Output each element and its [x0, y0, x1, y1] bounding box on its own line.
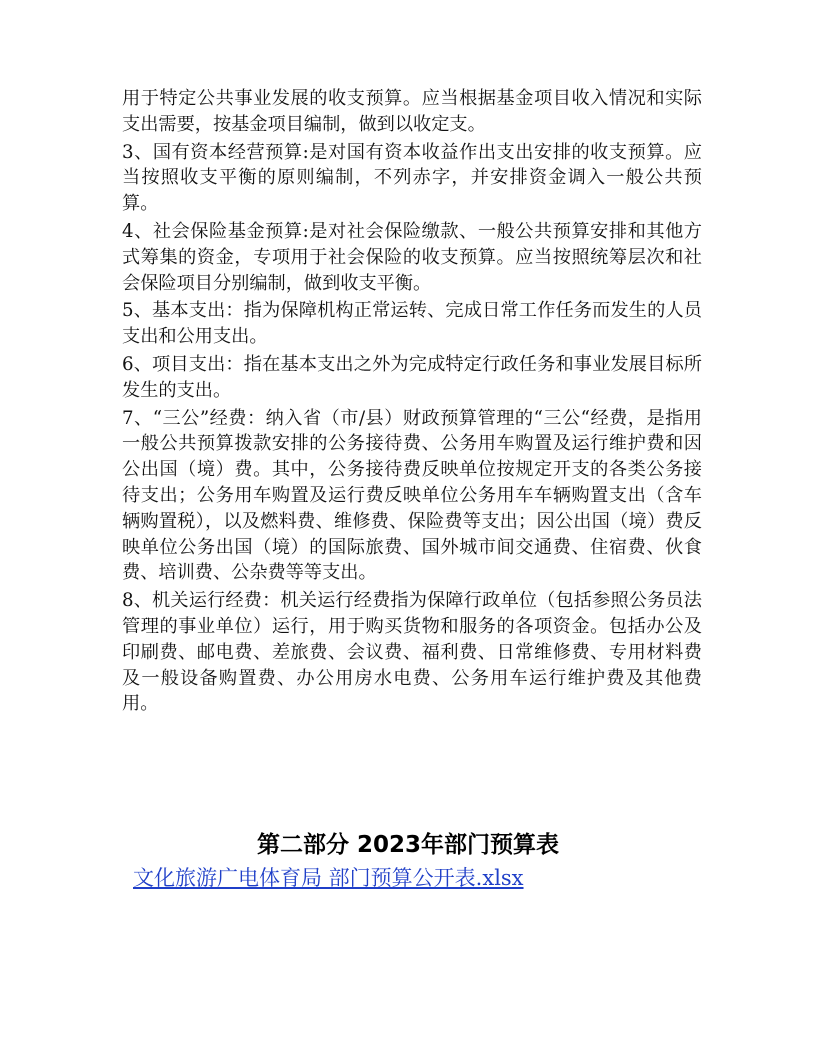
paragraph-project-expenditure: 6、项目支出：指在基本支出之外为完成特定行政任务和事业发展目标所发生的支出。 [122, 353, 702, 401]
paragraph-basic-expenditure: 5、基本支出：指为保障机构正常运转、完成日常工作任务而发生的人员支出和公用支出。 [122, 300, 702, 348]
paragraph-state-capital-budget: 3、国有资本经营预算:是对国有资本收益作出支出安排的收支预算。应当按照收支平衡的原则编制，不列赤字，并安排资金调入一般公共预算。 [122, 141, 702, 215]
paragraph-social-insurance-budget: 4、社会保险基金预算:是对社会保险缴款、一般公共预算安排和其他方式筹集的资金，专项用于社会保险的收支预算。应当按照统筹层次和社会保险项目分别编制，做到收支平衡。 [122, 220, 702, 294]
paragraph-fund-budget: 用于特定公共事业发展的收支预算。应当根据基金项目收入情况和实际支出需要，按基金项目编制，做到以收定支。 [122, 88, 702, 135]
budget-spreadsheet-link[interactable]: 文化旅游广电体育局 部门预算公开表.xlsx [133, 866, 524, 890]
document-body [122, 86, 702, 719]
paragraph-three-public-expenses: 7、“三公”经费：纳入省（市/县）财政预算管理的“三公“经费，是指用一般公共预算拨款安排的公务接待费、公务用车购置及运行维护费和因公出国（境）费。其中，公务接待费反映单位按规定开支的各类公务接待支出；公务用车购置及运行费反映单位公务用车车辆购置支出（含车辆购置税），以及燃料费、维修费、保险费等支出；因公出国（境）费反映单位公务出国（境）的国际旅费、国外城市间交通费、住宿费、伙食费、培训费、公杂费等等支出。 [122, 407, 702, 584]
paragraph-operating-expenses: 8、机关运行经费：机关运行经费指为保障行政单位（包括参照公务员法管理的事业单位）运行，用于购买货物和服务的各项资金。包括办公及印刷费、邮电费、差旅费、会议费、福利费、日常维修费、专用材料费及一般设备购置费、办公用房水电费、公务用车运行维护费及其他费用。 [122, 590, 702, 715]
section-title: 第二部分 2023年部门预算表 [256, 832, 560, 858]
